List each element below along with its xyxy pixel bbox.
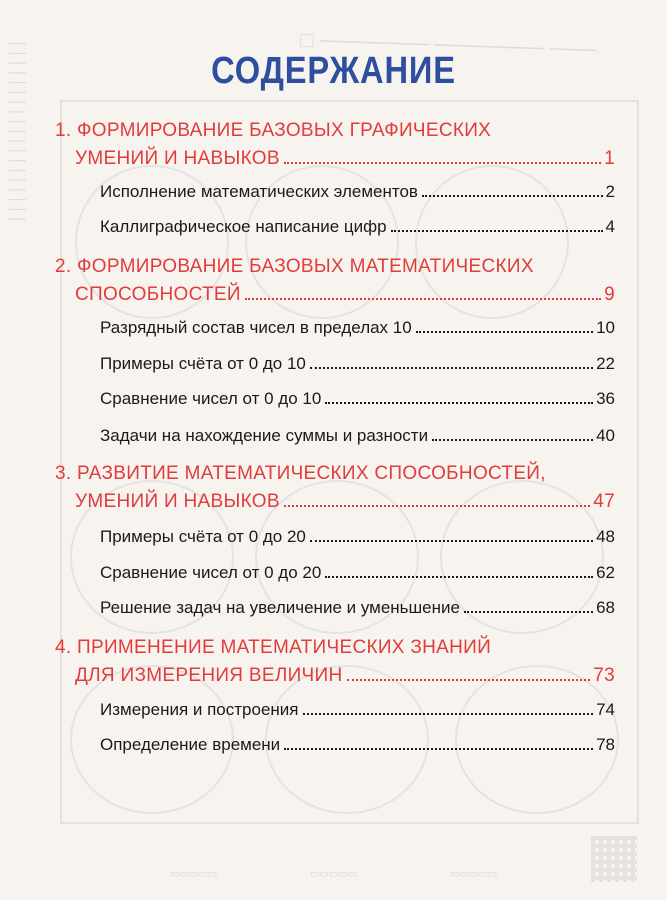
toc-item-label: Примеры счёта от 0 до 20 [100,527,306,546]
section-2-heading [75,284,615,306]
dot-leader [416,331,593,333]
section-3-heading-line1: 3. РАЗВИТИЕ МАТЕМАТИЧЕСКИХ СПОСОБНОСТЕЙ, [55,463,546,484]
toc-item-label: Сравнение чисел от 0 до 10 [100,389,322,408]
toc-item [100,735,615,755]
dot-leader [464,611,593,613]
section-1-page: 1 [604,148,615,169]
dot-leader [432,439,593,441]
toc-item-page: 48 [596,527,615,546]
toc-item [100,598,615,618]
section-2-heading-line1: 2. ФОРМИРОВАНИЕ БАЗОВЫХ МАТЕМАТИЧЕСКИХ [55,256,534,277]
dot-leader [310,367,593,369]
section-1-heading [75,148,615,170]
toc-item-page: 2 [605,182,615,201]
section-3-page: 47 [593,491,615,512]
toc-item-page: 62 [596,563,615,582]
toc-item-page: 4 [605,217,615,236]
section-3-heading [75,491,615,513]
toc-item-page: 10 [596,318,615,337]
toc-item-label: Измерения и построения [100,700,299,719]
dot-leader [422,195,603,197]
toc-item-label: Решение задач на увеличение и уменьшение [100,598,460,617]
toc-item-label: Задачи на нахождение суммы и разности [100,426,429,445]
toc-item [100,563,615,583]
toc-item-label: Примеры счёта от 0 до 10 [100,354,306,373]
section-4-heading-line1: 4. ПРИМЕНЕНИЕ МАТЕМАТИЧЕСКИХ ЗНАНИЙ [55,637,492,658]
section-4-page: 73 [593,665,615,686]
section-4-heading [75,665,615,687]
dot-leader [303,713,594,715]
dot-leader [325,576,593,578]
section-3-heading-line2: УМЕНИЙ И НАВЫКОВ [75,491,280,512]
toc-item [100,700,615,720]
toc-item-page: 68 [596,598,615,617]
section-4-heading-line2: ДЛЯ ИЗМЕРЕНИЯ ВЕЛИЧИН [75,665,343,686]
toc-item [100,182,615,202]
dot-leader [245,298,601,300]
dot-leader [347,679,591,681]
toc-item [100,426,615,446]
toc-item-label: Разрядный состав чисел в пределах 10 [100,318,412,337]
toc-item-label: Каллиграфическое написание цифр [100,217,387,236]
toc-item-page: 22 [596,354,615,373]
toc-item [100,217,615,237]
section-1-heading-line1: 1. ФОРМИРОВАНИЕ БАЗОВЫХ ГРАФИЧЕСКИХ [55,120,492,141]
toc-item [100,354,615,374]
dot-leader [284,162,601,164]
bleed-through-footer: ▭▭▭▭▭ ▭▭▭▭▭ ▭▭▭▭▭ [0,820,667,900]
bleed-through-text: □ ─────── ─────── ─── [299,26,597,63]
dot-leader [310,540,593,542]
toc-item [100,389,615,409]
section-1-heading-line2: УМЕНИЙ И НАВЫКОВ [75,148,280,169]
toc-item-page: 36 [596,389,615,408]
bleed-through-spine: │││││││││││││││││││ [10,40,26,226]
toc-item [100,527,615,547]
toc-item-page: 40 [596,426,615,445]
toc-item-page: 78 [596,735,615,754]
page-title: СОДЕРЖАНИЕ [211,50,456,92]
dot-leader [391,230,603,232]
dot-leader [284,505,590,507]
section-2-heading-line2: СПОСОБНОСТЕЙ [75,284,241,305]
dot-leader [325,402,593,404]
toc-item-label: Определение времени [100,735,281,754]
section-2-page: 9 [604,284,615,305]
toc-item-label: Исполнение математических элементов [100,182,418,201]
toc-item [100,318,615,338]
toc-item-label: Сравнение чисел от 0 до 20 [100,563,322,582]
dot-leader [284,748,593,750]
bleed-through-qr [591,836,637,882]
toc-item-page: 74 [596,700,615,719]
